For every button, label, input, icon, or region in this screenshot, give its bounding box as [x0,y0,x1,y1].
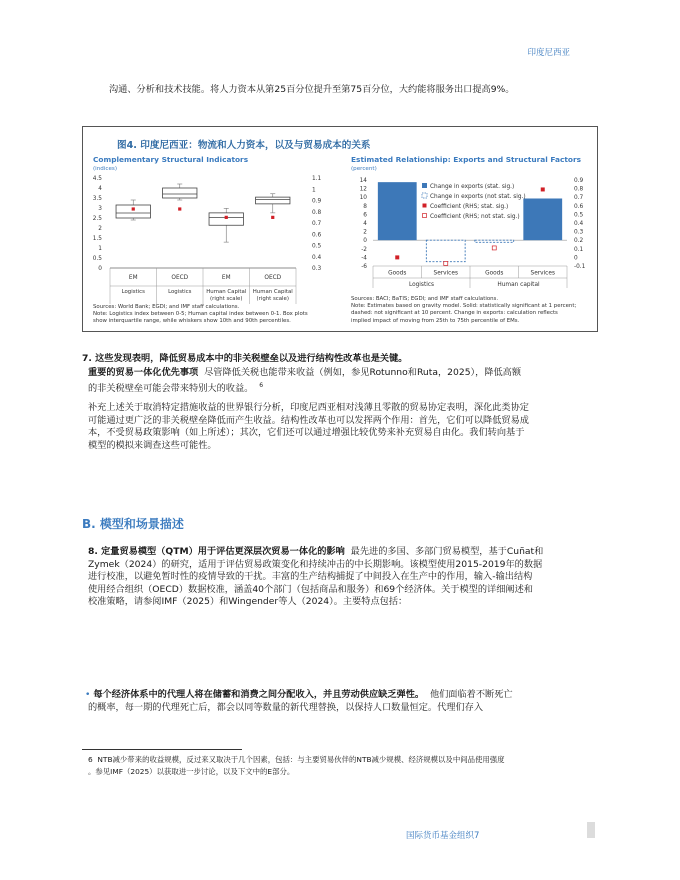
right-axis-tick: 0.5 [312,243,322,250]
right-chart-labels [388,271,555,289]
category-label: Logistics [121,289,145,295]
left-axis-tick: -2 [361,246,367,253]
footnote [88,754,608,778]
right-axis-tick: 0.9 [312,198,322,205]
box-iqr [256,197,290,204]
category-label: (right scale) [256,296,289,302]
footnote-line: NTB减少带来的收益规模，反过来又取决于几个因素，包括：与主要贸易伙伴的NTB减少规模、经济规模以及中间品使用强度 [97,755,505,764]
left-axis-tick: -6 [361,264,367,270]
legend-swatch [423,214,427,218]
legend-label: Change in exports (not stat. sig.) [430,194,526,200]
category-label: Goods [485,270,504,277]
page-tab-marker [587,822,595,838]
para7-subparagraph [88,367,521,395]
footnote-rule [82,749,242,750]
legend-label: Coefficient (RHS; not stat. sig.) [430,214,520,220]
right-axis-tick: 0.4 [574,221,584,227]
para8 [88,546,603,609]
legend-label: Coefficient (RHS; stat. sig.) [430,204,509,210]
para7-body [88,402,598,452]
left-axis-tick: 0.5 [92,256,102,262]
right-chart-legend [422,183,526,220]
right-axis-tick: 0.5 [574,212,584,219]
para8-line: Zymek（2024）的研究，适用于评估贸易政策变化和持续冲击的中长期影响。该模型使用2015-2019年的数据 [88,558,543,570]
page-footer: 国际货币基金组织7 [406,831,480,841]
right-axis-tick: 0.3 [574,229,584,236]
left-axis-tick: 14 [359,178,367,184]
figure-title: 图4. 印度尼西亚：物流和人力资本，以及与贸易成本的关系 [117,140,371,151]
bullet-text: 他们面临着不断死亡 [429,689,513,700]
left-axis-tick: 0 [98,266,102,272]
left-axis-tick: 2 [363,229,367,236]
group-label: Logistics [408,282,435,288]
bullet-bold: 每个经济体系中的代理人将在储蓄和消费之间分配收入，并且劳动供应缺乏弹性。 [93,689,425,700]
para7-body-line: 本，不受贸易政策影响（如上所述）；其次，它们还可以通过增强比较优势来补充贸易自由化。我们转向基于 [88,427,525,439]
left-chart-axes [93,176,322,304]
right-note-line: implied impact of moving from 25th to 75th percentile of EMs. [351,317,520,324]
left-axis-tick: 1.5 [92,236,102,242]
indonesia-marker [132,207,135,210]
left-note-line: Note: Logistics index between 0-5; Human capital index between 0-1. Box plots [93,311,308,318]
box-iqr [116,205,150,218]
left-axis-tick: 3 [98,206,102,212]
right-panel-title: Estimated Relationship: Exports and Structural Factors [351,155,582,164]
right-axis-tick: -0.1 [574,264,586,270]
right-note-line: Note: Estimates based on gravity model. Solid: statistically significant at 1 percent; [351,303,577,310]
right-note-line: dashed: not significant at 10 percent. Change in exports: calculation reflects [351,310,558,317]
left-chart-labels [122,275,293,302]
bullet-item [85,689,600,714]
group-label: Human capital [497,282,540,288]
coefficient-marker [395,255,399,259]
right-axis-tick: 0.9 [574,178,584,184]
right-panel-unit: (percent) [351,166,377,172]
right-axis-tick: 0.8 [312,209,322,216]
legend-swatch [422,183,427,188]
para8-line: 进行校准，以避免暂时性的疫情导致的干扰。丰富的生产结构捕捉了中间投入在生产中的作用，输入-输出结构 [88,571,533,583]
left-axis-tick: 2.5 [92,216,102,222]
right-axis-tick: 0.1 [574,246,584,253]
group-label: EM [128,275,138,281]
group-label: OECD [171,275,189,281]
left-chart [88,172,338,304]
category-label: Human Capital [206,289,247,295]
coefficient-marker [541,187,545,191]
para8-line: 使用经合组织（OECD）数据校准，涵盖40个部门（包括商品和服务）和69个经济体。关于模型的详细阐述和 [88,583,533,595]
para7-sub-bold: 重要的贸易一体化优先事项 [88,367,199,378]
footnote-ref[interactable]: 6 [259,381,264,389]
indonesia-marker [178,207,181,210]
category-label: Goods [388,270,407,277]
left-note-line: Sources: World Bank; EGDI; and IMF staff calculations. [93,304,240,310]
para7-heading: 7. 这些发现表明，降低贸易成本中的非关税壁垒以及进行结构性改革也是关键。 [82,353,408,364]
para7-body-line: 可能通过更广泛的非关税壁垒降低而产生收益。结构性改革也可以发挥两个作用：首先，它们可以降低贸易成 [88,414,529,426]
left-note-line: show interquartile range, while whiskers show 10th and 90th percentiles. [93,318,291,325]
left-axis-tick: 3.5 [92,196,102,202]
legend-swatch [423,204,427,208]
right-axis-tick: 0.7 [574,195,584,202]
left-axis-tick: 10 [359,195,367,202]
right-axis-tick: 0 [574,255,578,262]
category-label: Services [433,270,458,277]
coefficient-marker [492,246,496,250]
right-axis-tick: 0.6 [574,203,584,210]
left-axis-tick: 8 [363,203,367,210]
right-axis-tick: 1 [312,187,316,194]
bullet-text: 的概率，每一期的代理死亡后，都会以同等数量的新代理替换，以保持人口数量恒定。代理们存入 [88,701,484,713]
right-axis-tick: 0.6 [312,232,322,239]
indonesia-marker [271,216,274,219]
left-axis-tick: 4.5 [92,176,102,182]
right-axis-tick: 0.8 [574,186,584,193]
group-label: EM [221,275,231,281]
para7-body-line: 补充上述关于取消特定措施收益的世界银行分析，印度尼西亚相对浅薄且零散的贸易协定表明，深化此类协定 [88,402,529,413]
para8-line: 最先进的多国、多部门贸易模型，基于Cuñat和 [350,546,544,557]
para7-sub-line: 尽管降低关税也能带来收益（例如，参见Rotunno和Ruta，2025），降低高额 [204,367,522,378]
right-axis-tick: 0.4 [312,254,322,261]
left-panel-unit: (indices) [93,166,118,172]
right-chart [350,172,595,294]
footnote-number: 6 [88,755,93,764]
left-axis-tick: 0 [363,238,367,245]
para8-line: 校准策略，请参阅IMF（2025）和Wingender等人（2024）。主要特点包括： [88,596,408,608]
left-axis-tick: 12 [359,186,367,193]
left-axis-tick: 4 [363,221,367,227]
legend-swatch [422,193,427,198]
intro-paragraph: 沟通、分析和技术技能。将人力资本从第25百分位提升至第75百分位，大约能将服务出口提高9%。 [109,84,515,95]
left-axis-tick: 1 [98,246,102,252]
export-change-bar [475,240,514,242]
para7-body-line: 模型的模拟来调查这些可能性。 [88,439,217,451]
footnote-line: 。参见IMF（2025）以获取进一步讨论，以及下文中的E部分。 [88,767,295,776]
category-label: (right scale) [210,296,243,302]
left-chart-notes [93,304,343,326]
running-header: 印度尼西亚 [527,48,570,58]
category-label: Services [530,270,555,277]
bullet-mark: • [85,689,91,700]
right-axis-tick: 1.1 [312,176,322,182]
export-change-bar [523,198,562,240]
group-label: OECD [264,275,282,281]
coefficient-marker [444,261,448,265]
right-axis-tick: 0.2 [574,238,584,245]
category-label: Logistics [168,289,192,295]
right-chart-notes [351,296,596,325]
box-iqr [163,188,197,198]
left-axis-tick: 2 [98,226,102,232]
export-change-bar [426,240,465,262]
para8-bold: 8. 定量贸易模型（QTM）用于评估更深层次贸易一体化的影响 [88,546,345,557]
category-label: Human Capital [252,289,293,295]
right-note-line: Sources: BACI; BaTIS; EGDI; and IMF staff calculations. [351,296,499,302]
box-iqr [209,213,243,225]
left-chart-boxes [116,184,290,242]
para7-sub-line: 的非关税壁垒可能会带来特别大的收益。 [88,382,254,394]
legend-label: Change in exports (stat. sig.) [430,184,515,190]
export-change-bar [378,182,417,240]
right-axis-tick: 0.7 [312,221,322,227]
right-axis-tick: 0.3 [312,266,322,272]
indonesia-marker [225,216,228,219]
left-axis-tick: 4 [98,186,102,192]
left-axis-tick: -4 [361,255,367,262]
left-axis-tick: 6 [363,212,367,219]
section-heading: B. 模型和场景描述 [82,517,184,531]
left-panel-title: Complementary Structural Indicators [93,155,249,164]
